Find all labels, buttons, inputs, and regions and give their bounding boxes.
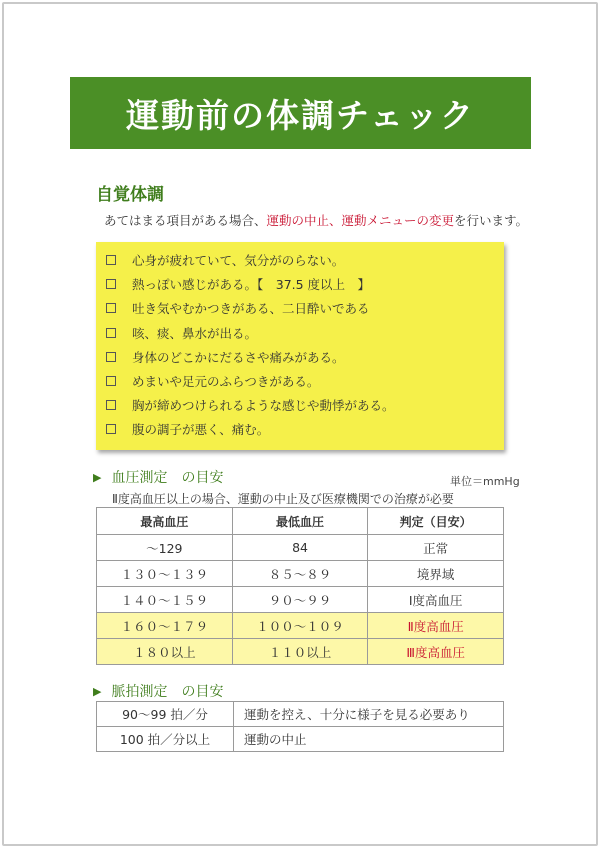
self-condition-intro: [104, 211, 528, 229]
checklist-item-label: 身体のどこかにだるさや痛みがある。: [132, 349, 345, 365]
checklist-item[interactable]: [106, 345, 504, 369]
min-cell: ９０～９９: [232, 587, 368, 613]
intro-suffix: を行います。: [454, 213, 529, 228]
checkbox-icon[interactable]: [106, 400, 116, 410]
pulse-range-cell: 100 拍／分以上: [97, 727, 234, 752]
max-cell: １４０～１５９: [97, 587, 233, 613]
max-cell: １３０～１３９: [97, 561, 233, 587]
checklist-item[interactable]: [106, 248, 504, 272]
checkbox-icon[interactable]: [106, 352, 116, 362]
pulse-range-cell: 90～99 拍／分: [97, 702, 234, 727]
table-row: [97, 535, 504, 561]
table-row: [97, 727, 504, 752]
pulse-table: [96, 701, 504, 752]
table-row: [97, 561, 504, 587]
checkbox-icon[interactable]: [106, 279, 116, 289]
judge-cell: 境界域: [368, 561, 504, 587]
checkbox-icon[interactable]: [106, 424, 116, 434]
checklist-item[interactable]: [106, 321, 504, 345]
blood-pressure-title: 血圧測定 の目安: [111, 470, 224, 486]
blood-pressure-note: Ⅱ度高血圧以上の場合、運動の中止及び医療機関での治療が必要: [112, 492, 454, 506]
self-condition-title: 自覚体調: [96, 185, 164, 205]
checklist-item-label: めまいや足元のふらつきがある。: [132, 374, 320, 390]
checklist-item[interactable]: [106, 296, 504, 320]
page-banner: [70, 77, 531, 149]
table-row-highlight: [97, 639, 504, 665]
judge-cell: 正常: [368, 535, 504, 561]
checklist-item-label: 熱っぽい感じがある。【 37.5 度以上 】: [132, 277, 371, 293]
pulse-heading: [93, 681, 223, 701]
table-row: [97, 587, 504, 613]
checklist-item-label: 腹の調子が悪く、痛む。: [132, 422, 270, 438]
pulse-action-cell: 運動を控え、十分に様子を見る必要あり: [234, 702, 504, 727]
checkbox-icon[interactable]: [106, 328, 116, 338]
min-cell: 84: [232, 535, 368, 561]
pulse-title: 脈拍測定 の目安: [111, 684, 224, 700]
checkbox-icon[interactable]: [106, 255, 116, 265]
max-cell: １８０以上: [97, 639, 233, 665]
table-header-row: [97, 508, 504, 535]
judge-cell: Ⅰ度高血圧: [368, 587, 504, 613]
checklist-item[interactable]: [106, 393, 504, 417]
table-row-highlight: [97, 613, 504, 639]
checklist-item-label: 心身が疲れていて、気分がのらない。: [132, 253, 345, 269]
intro-warning: 運動の中止、運動メニューの変更: [266, 213, 455, 228]
checklist-item[interactable]: [106, 272, 504, 296]
checkbox-icon[interactable]: [106, 376, 116, 386]
triangle-right-icon: ▶: [93, 684, 102, 698]
checklist-item[interactable]: [106, 369, 504, 393]
unit-label: 単位＝mmHg: [450, 475, 520, 488]
judge-cell: Ⅱ度高血圧: [368, 613, 504, 639]
checklist-item-label: 吐き気やむかつきがある、二日酔いである: [132, 301, 370, 317]
min-cell: １００～１０９: [232, 613, 368, 639]
checklist-item-label: 咳、痰、鼻水が出る。: [132, 325, 258, 341]
checklist-item-label: 胸が締めつけられるような感じや動悸がある。: [132, 398, 395, 414]
triangle-right-icon: ▶: [93, 470, 102, 484]
column-header-judge: 判定（目安）: [368, 508, 504, 535]
pulse-action-cell: 運動の中止: [234, 727, 504, 752]
checklist-item[interactable]: [106, 417, 504, 441]
checkbox-icon[interactable]: [106, 303, 116, 313]
min-cell: ８５～８９: [232, 561, 368, 587]
judge-cell: Ⅲ度高血圧: [368, 639, 504, 665]
max-cell: ～129: [97, 535, 233, 561]
max-cell: １６０～１７９: [97, 613, 233, 639]
table-row: [97, 702, 504, 727]
blood-pressure-table: [96, 507, 504, 665]
column-header-min: 最低血圧: [232, 508, 368, 535]
symptom-checklist: [96, 242, 504, 450]
intro-prefix: あてはまる項目がある場合、: [104, 213, 267, 228]
min-cell: １１０以上: [232, 639, 368, 665]
column-header-max: 最高血圧: [97, 508, 233, 535]
blood-pressure-heading: [93, 467, 223, 487]
page-title: 運動前の体調チェック: [125, 95, 475, 135]
